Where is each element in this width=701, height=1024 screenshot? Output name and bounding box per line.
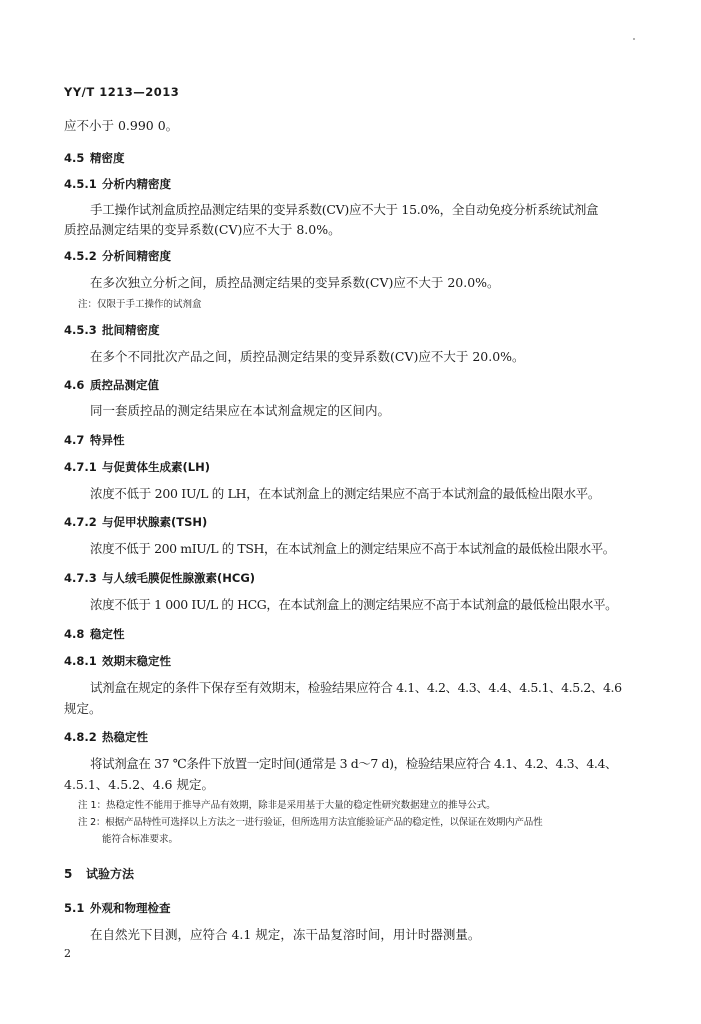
heading-title: 效期末稳定性 [102, 654, 171, 668]
paragraph-4-5-3: 在多个不同批次产品之间，质控品测定结果的变异系数(CV)应不大于 20.0%。 [90, 349, 525, 364]
heading-title: 批间精密度 [102, 323, 160, 337]
paragraph-4-7-3: 浓度不低于 1 000 IU/L 的 HCG，在本试剂盒上的测定结果应不高于本试剂盒的最低检出限水平。 [90, 597, 618, 612]
heading-4-5-2 [64, 248, 171, 264]
heading-title: 与促黄体生成素(LH) [102, 460, 210, 474]
heading-number: 4.5.3 [64, 323, 97, 337]
heading-title: 分析内精密度 [102, 177, 171, 191]
heading-number: 4.5.2 [64, 249, 97, 263]
paragraph-4-8-1-line-1: 试剂盒在规定的条件下保存至有效期末，检验结果应符合 4.1、4.2、4.3、4.4、4.5.1、4.5.2、4.6 [90, 680, 622, 695]
heading-number: 4.7.2 [64, 515, 97, 529]
heading-4-5-3 [64, 322, 160, 338]
heading-4-5 [64, 150, 125, 166]
heading-title: 与人绒毛膜促性腺激素(HCG) [102, 571, 256, 585]
heading-number: 4.5 [64, 151, 85, 165]
heading-title: 精密度 [90, 151, 125, 165]
paragraph-4-4-tail: 应不小于 0.990 0。 [64, 118, 179, 133]
paragraph-4-5-2: 在多次独立分析之间，质控品测定结果的变异系数(CV)应不大于 20.0%。 [90, 275, 500, 290]
heading-number: 4.6 [64, 378, 85, 392]
paragraph-4-6: 同一套质控品的测定结果应在本试剂盒规定的区间内。 [90, 403, 391, 418]
paragraph-4-7-1: 浓度不低于 200 IU/L 的 LH，在本试剂盒上的测定结果应不高于本试剂盒的最低检出限水平。 [90, 486, 601, 501]
heading-title: 试验方法 [86, 867, 135, 881]
paragraph-4-8-2-line-2: 4.5.1、4.5.2、4.6 规定。 [64, 777, 214, 792]
heading-title: 外观和物理检查 [90, 901, 171, 915]
heading-number: 4.7.1 [64, 460, 97, 474]
heading-4-5-1 [64, 176, 171, 192]
paragraph-5-1: 在自然光下目测，应符合 4.1 规定，冻干品复溶时间，用计时器测量。 [90, 927, 481, 942]
heading-number: 5 [64, 867, 73, 881]
heading-4-7-2 [64, 514, 207, 530]
heading-number: 4.8.1 [64, 654, 97, 668]
note-4-8-2-1: 注 1：热稳定性不能用于推导产品有效期，除非是采用基于大量的稳定性研究数据建立的推导公式。 [78, 800, 496, 811]
section-5-heading [64, 866, 134, 882]
paragraph-4-8-1-line-2: 规定。 [64, 701, 102, 716]
heading-4-7-1 [64, 459, 210, 475]
heading-4-8-2 [64, 729, 148, 745]
paragraph-4-8-2-line-1: 将试剂盒在 37 ℃条件下放置一定时间(通常是 3 d～7 d)，检验结果应符合 4.1、4.2、4.3、4.4、 [90, 756, 618, 771]
heading-4-8 [64, 626, 125, 642]
scan-mark [633, 38, 635, 40]
heading-title: 特异性 [90, 433, 125, 447]
heading-title: 热稳定性 [102, 730, 148, 744]
heading-5-1 [64, 900, 171, 916]
note-4-8-2-2: 注 2：根据产品特性可选择以上方法之一进行验证，但所选用方法宜能验证产品的稳定性，以保证在效期内产品性 [78, 817, 543, 828]
heading-title: 与促甲状腺素(TSH) [102, 515, 208, 529]
heading-number: 4.8 [64, 627, 85, 641]
note-4-5-2: 注：仅限于手工操作的试剂盒 [78, 299, 202, 310]
paragraph-4-5-1-line-2: 质控品测定结果的变异系数(CV)应不大于 8.0%。 [64, 222, 341, 237]
paragraph-4-5-1-line-1: 手工操作试剂盒质控品测定结果的变异系数(CV)应不大于 15.0%，全自动免疫分析系统试剂盒 [90, 202, 599, 217]
heading-title: 分析间精密度 [102, 249, 171, 263]
paragraph-4-7-2: 浓度不低于 200 mIU/L 的 TSH，在本试剂盒上的测定结果应不高于本试剂盒的最低检出限水平。 [90, 541, 615, 556]
heading-number: 4.7 [64, 433, 85, 447]
heading-4-6 [64, 377, 159, 393]
heading-4-7 [64, 432, 125, 448]
heading-number: 5.1 [64, 901, 85, 915]
heading-4-7-3 [64, 570, 255, 586]
heading-number: 4.7.3 [64, 571, 97, 585]
heading-number: 4.5.1 [64, 177, 97, 191]
heading-number: 4.8.2 [64, 730, 97, 744]
page-number: 2 [64, 947, 71, 960]
heading-title: 稳定性 [90, 627, 125, 641]
note-4-8-2-2-cont: 能符合标准要求。 [102, 834, 179, 845]
standard-number: YY/T 1213—2013 [64, 85, 180, 99]
heading-4-8-1 [64, 653, 171, 669]
heading-title: 质控品测定值 [90, 378, 159, 392]
